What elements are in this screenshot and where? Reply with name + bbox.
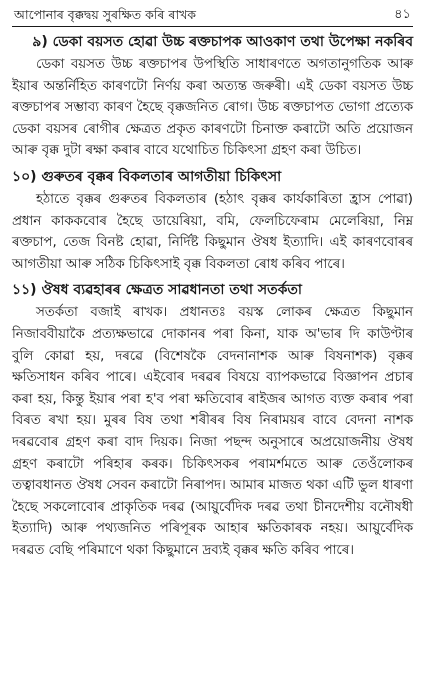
running-header — [12, 6, 413, 27]
section-heading: ১০) গুৰুতৰ বৃক্কৰ বিকলতাৰ আগতীয়া চিকিৎসা — [12, 168, 282, 185]
section-heading: ৯) ডেকা বয়সত হোৱা উচ্চ ৰক্তচাপক আওকাণ তথা উপেক্ষা নকৰিব — [32, 34, 413, 50]
section-heading: ১১) ঔষধ ব্যৱহাৰৰ ক্ষেত্ৰত সাৱধানতা তথা সতৰ্কতা — [12, 282, 302, 299]
section-9 — [12, 32, 413, 162]
section-body: হঠাতে বৃক্কৰ গুৰুতৰ বিকলতাৰ (হঠাৎ বৃক্কৰ কাৰ্যকাৰিতা হ্ৰাস পোৱা) প্ৰধান কাককবোৰ হৈছে ডায়েৰিয়া, বমি, ফেলচিফেৰাম মেলেৰিয়া, নিম্ন ৰক্তচাপ, তেজ বিনষ্ট হোৱা, নিৰ্দিষ্ট কিছুমান ঔষধ ইত্যাদি। এই কাৰণবোৰৰ আগতীয়া আৰু সঠিক চিকিৎসাই বৃক্ক বিকলতা ৰোধ কৰিব পাৰে। — [12, 191, 413, 272]
section-body: সতৰ্কতা বজাই ৰাখক। প্ৰধানতঃ বয়স্ক লোকৰ ক্ষেত্ৰত কিছুমান নিজাববীয়াকৈ প্ৰত্যক্ষভাৱে দোকানৰ পৰা কিনা, যাক অ'ভাৰ দি কাউণ্টাৰ বুলি কোৱা হয়, দৰৱে (বিশেষকৈ বেদনানাশক আৰু বিষনাশক) বৃক্কৰ ক্ষতিসাধন কৰিব পাৰে। এইবোৰ দৰৱৰ বিষয়ে ব্যাপকভাৱে বিজ্ঞাপন প্ৰচাৰ কৰা হয়, কিন্তু ইয়াৰ পৰা হ'ব পৰা ক্ষতিবোৰ ৰাইজৰ আগত ব্যক্ত কৰাৰ পৰা বিৰত ৰখা হয়। মুৰৰ বিষ তথা শৰীৰৰ বিষ নিৰাময়ৰ বাবে বেদনা নাশক দৰৱবোৰ গ্ৰহণ কৰা বাদ দিয়ক। নিজা পছন্দ অনুসাৰে অপ্ৰয়োজনীয় ঔষধ গ্ৰহণ কৰাটো পৰিহাৰ কৰক। চিকিৎসকৰ পৰামৰ্শমতে আৰু তেওঁলোকৰ তত্বাবধানত ঔষধ সেবন কৰাটো নিৰাপদ। আমাৰ মাজত থকা এটি ভুল ধাৰণা হৈছে সকলোবোৰ প্ৰাকৃতিক দৰৱ (আয়ুৰ্বেদিক দৰৱ তথা চীনদেশীয় বনৌষধী ইত্যাদি) আৰু পথ্যজনিত পৰিপূৰক আহাৰ ক্ষতিকাৰক নহয়। আয়ুৰ্বেদিক দৰৱত বেছি পৰিমাণে থকা কিছুমানে দ্ৰব্যই বৃক্কৰ ক্ষতি কৰিব পাৰে। — [12, 305, 413, 558]
running-head-title: আপোনাৰ বৃক্কদ্বয় সুৰক্ষিত কৰি ৰাখক — [14, 7, 197, 22]
page-number: ৪১ — [394, 7, 411, 22]
section-body: ডেকা বয়সত উচ্চ ৰক্তচাপৰ উপস্থিতি সাধাৰণতে অগতানুগতিক আৰু ইয়াৰ অন্তৰ্নিহিত কাৰণটো নিৰ্ণয় কৰা অত্যন্ত জৰুৰী। এই ডেকা বয়সত উচ্চ ৰক্তচাপৰ সম্ভাব্য কাৰণ হৈছে বৃক্কজনিত ৰোগ। উচ্চ ৰক্তচাপত ভোগা প্ৰত্যেক ডেকা বয়সৰ ৰোগীৰ ক্ষেত্ৰত প্ৰকৃত কাৰণটো চিনাক্ত কৰাটো অতি প্ৰয়োজন আৰু বৃক্ক দুটা ৰক্ষা কৰাৰ বাবে যথোচিত চিকিৎসা গ্ৰহণ কৰা উচিত। — [12, 57, 413, 159]
section-11 — [12, 280, 413, 561]
section-10 — [12, 167, 413, 275]
